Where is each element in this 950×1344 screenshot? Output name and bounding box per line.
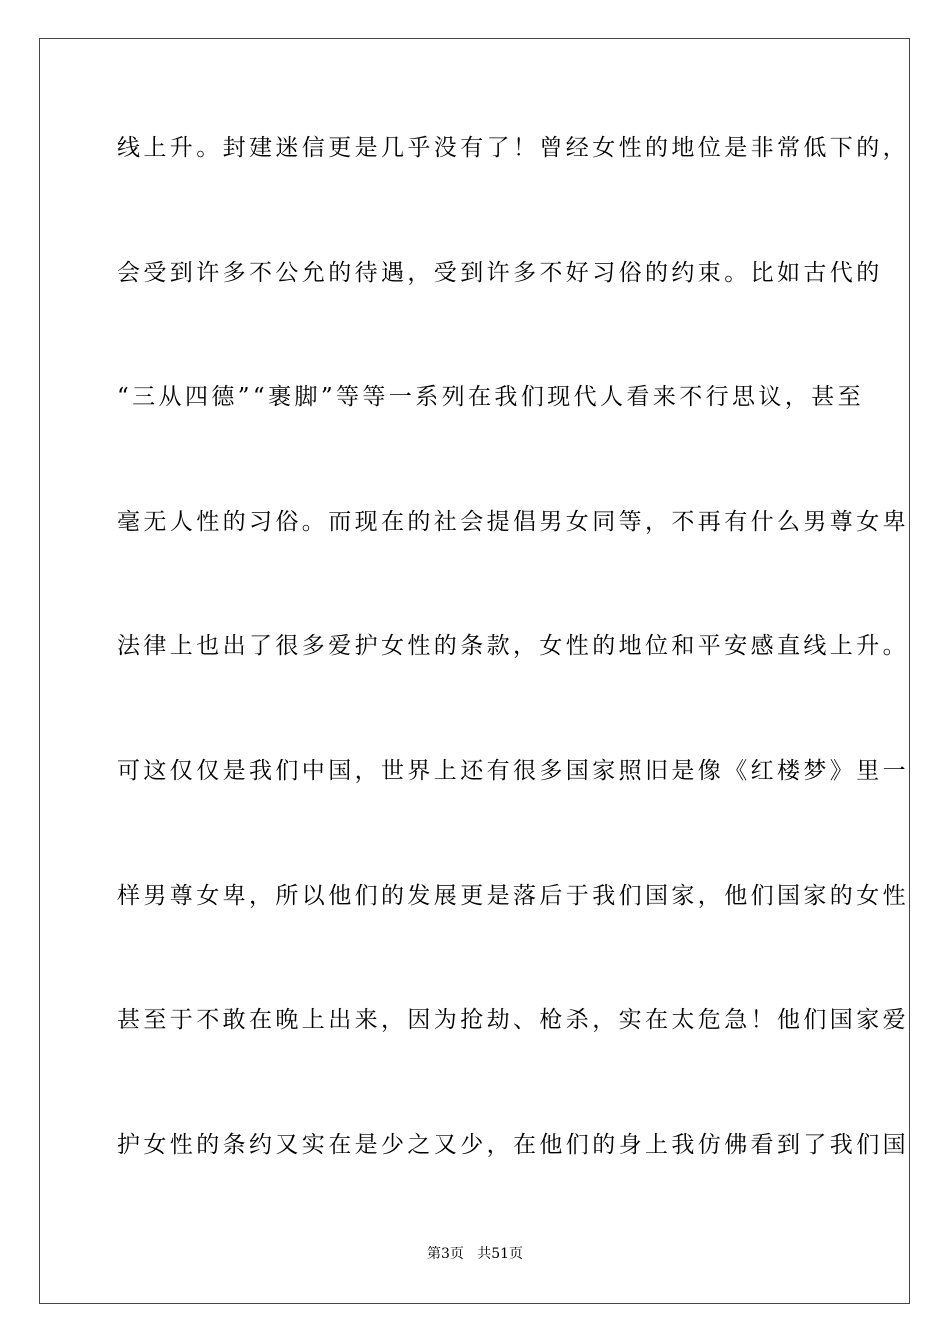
text-line: 甚至于不敢在晚上出来，因为抢劫、枪杀，实在太危急！他们国家爱 [117,1007,909,1034]
text-line: 样男尊女卑，所以他们的发展更是落后于我们国家，他们国家的女性 [117,882,909,909]
text-line: 可这仅仅是我们中国，世界上还有很多国家照旧是像《红楼梦》里一 [117,757,909,784]
text-line: “三从四德”“裹脚”等等一系列在我们现代人看来不行思议，甚至 [117,384,865,411]
text-line: 护女性的条约又实在是少之又少，在他们的身上我仿佛看到了我们国 [117,1131,909,1158]
body-text [117,130,909,1251]
page-number-footer: 第3页 共51页 [426,1246,524,1262]
text-line: 线上升。封建迷信更是几乎没有了！曾经女性的地位是非常低下的， [117,135,909,161]
text-line: 会受到许多不公允的待遇，受到许多不好习俗的约束。比如古代的 [117,259,883,286]
text-line: 毫无人性的习俗。而现在的社会提倡男女同等，不再有什么男尊女卑 [117,508,909,535]
text-line: 法律上也出了很多爱护女性的条款，女性的地位和平安感直线上升。 [117,633,909,660]
